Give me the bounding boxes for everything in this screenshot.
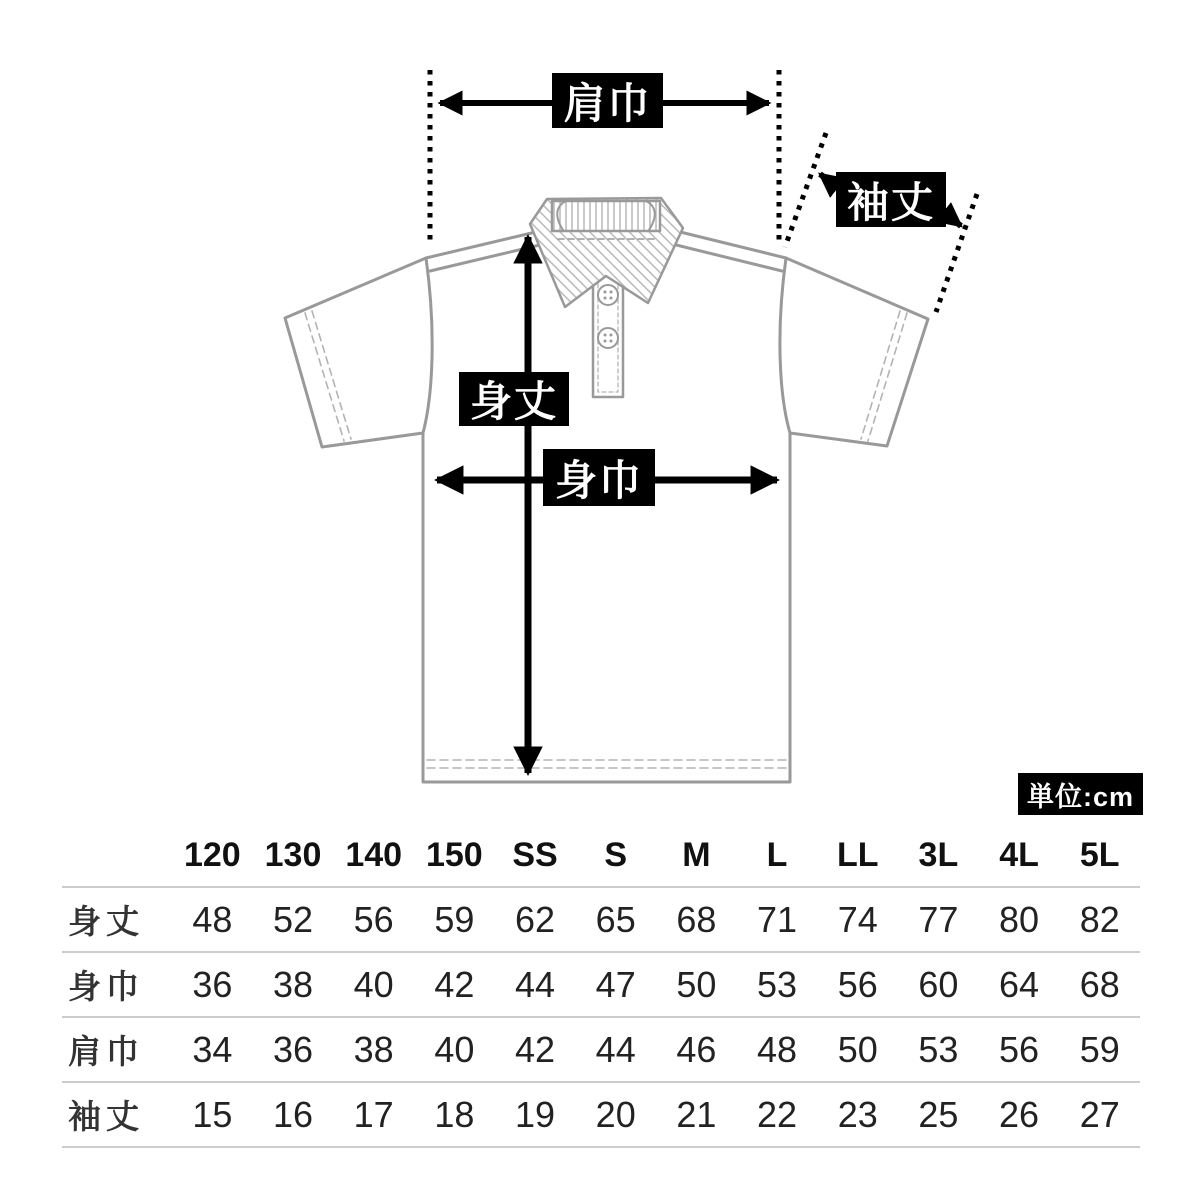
table-row-body-length [62, 886, 1140, 951]
size-column-header: 3L [918, 835, 959, 874]
size-value-cell: 18 [434, 1093, 475, 1135]
sleeve-length-label: 袖丈 [836, 172, 946, 227]
size-value-cell: 68 [1079, 963, 1120, 1005]
size-value-cell: 53 [757, 963, 798, 1005]
size-column-header: M [682, 835, 711, 874]
size-value-cell: 20 [595, 1093, 636, 1135]
collar-band [552, 201, 660, 231]
size-value-cell: 34 [192, 1028, 233, 1070]
size-column-header: SS [512, 835, 558, 874]
size-value-cell: 56 [353, 898, 394, 940]
size-value-cell: 38 [272, 963, 314, 1005]
size-value-cell: 36 [272, 1028, 314, 1070]
size-column-header: 4L [999, 835, 1039, 874]
size-value-cell: 65 [595, 898, 636, 940]
table-row-shoulder-width [62, 1016, 1140, 1081]
size-table [62, 824, 1140, 1148]
size-value-cell: 52 [272, 898, 314, 940]
size-value-cell: 74 [837, 898, 878, 940]
size-value-cell: 19 [515, 1093, 556, 1135]
size-value-cell: 36 [192, 963, 233, 1005]
size-value-cell: 60 [918, 963, 959, 1005]
size-value-cell: 44 [595, 1028, 636, 1070]
size-column-header: 5L [1079, 835, 1120, 874]
size-value-cell: 48 [192, 898, 233, 940]
size-column-header: S [604, 835, 628, 874]
size-value-cell: 64 [999, 963, 1040, 1005]
size-column-header: 130 [264, 835, 322, 874]
size-value-cell: 16 [272, 1093, 314, 1135]
size-value-cell: 56 [837, 963, 878, 1005]
size-value-cell: 77 [918, 898, 959, 940]
size-value-cell: 62 [515, 898, 556, 940]
size-value-cell: 38 [353, 1028, 394, 1070]
size-value-cell: 59 [1079, 1028, 1120, 1070]
size-value-cell: 53 [918, 1028, 959, 1070]
row-label: 肩巾 [68, 1033, 144, 1070]
size-column-header: L [766, 835, 788, 874]
size-value-cell: 17 [353, 1093, 394, 1135]
size-value-cell: 50 [676, 963, 717, 1005]
size-value-cell: 80 [999, 898, 1040, 940]
size-value-cell: 68 [676, 898, 717, 940]
size-value-cell: 26 [999, 1093, 1040, 1135]
size-value-cell: 50 [837, 1028, 878, 1070]
size-value-cell: 40 [353, 963, 394, 1005]
size-value-cell: 44 [515, 963, 556, 1005]
size-value-cell: 27 [1079, 1093, 1120, 1135]
size-value-cell: 21 [676, 1093, 717, 1135]
row-label: 身丈 [68, 903, 144, 940]
table-row-sleeve-length [62, 1081, 1140, 1146]
size-value-cell: 22 [757, 1093, 798, 1135]
size-value-cell: 42 [515, 1028, 556, 1070]
shoulder-width-label: 肩巾 [552, 73, 663, 128]
size-value-cell: 71 [757, 898, 798, 940]
body-length-label: 身丈 [459, 372, 569, 426]
size-value-cell: 56 [999, 1028, 1040, 1070]
unit-badge: 単位:cm [1018, 773, 1143, 815]
size-value-cell: 25 [918, 1093, 959, 1135]
size-value-cell: 42 [434, 963, 475, 1005]
size-column-header: 120 [183, 835, 241, 874]
size-value-cell: 15 [192, 1093, 233, 1135]
size-column-header: LL [836, 835, 879, 874]
size-value-cell: 47 [595, 963, 636, 1005]
size-column-header: 150 [425, 835, 483, 874]
size-value-cell: 23 [837, 1093, 878, 1135]
size-column-header: 140 [345, 835, 403, 874]
size-value-cell: 40 [434, 1028, 475, 1070]
size-table-header-row [62, 824, 1140, 886]
size-value-cell: 46 [676, 1028, 717, 1070]
row-label: 身巾 [68, 968, 144, 1005]
table-row-body-width [62, 951, 1140, 1016]
size-value-cell: 59 [434, 898, 475, 940]
body-width-label: 身巾 [543, 449, 655, 506]
size-value-cell: 82 [1079, 898, 1120, 940]
row-label: 袖丈 [68, 1098, 144, 1135]
size-value-cell: 48 [757, 1028, 798, 1070]
